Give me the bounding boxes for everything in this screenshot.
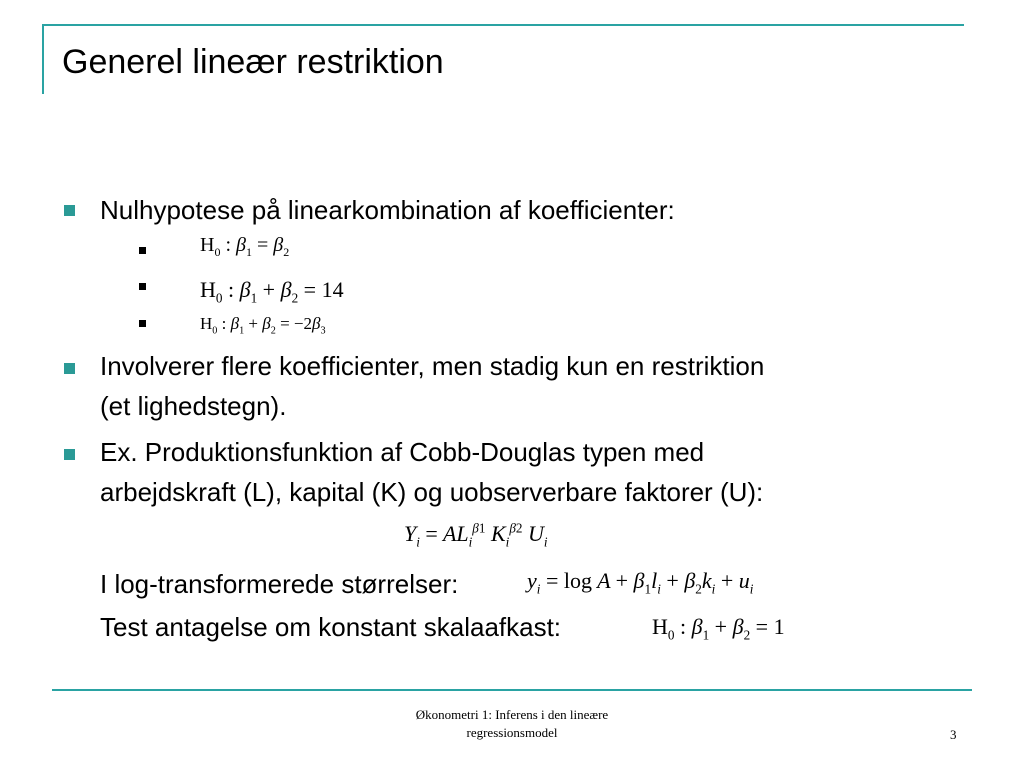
bullet-3-line-2: arbejdskraft (L), kapital (K) og uobserverbare faktorer (U):: [100, 477, 764, 507]
footer-line-2: regressionsmodel: [466, 725, 558, 740]
log-transform-label: I log-transformerede størrelser:: [100, 569, 459, 599]
sub-bullet-square-1: [139, 247, 146, 254]
page-number: 3: [950, 727, 957, 742]
footer-divider: [52, 689, 972, 691]
sub-bullet-square-2: [139, 283, 146, 290]
bullet-2-line-2: (et lighedstegn).: [100, 391, 287, 421]
sub-bullet-square-3: [139, 320, 146, 327]
title-frame-top-line: [42, 24, 964, 26]
bullet-square-1: [64, 205, 75, 216]
equation-h0-b1-eq-b2: $H_0$ : $\beta_1 = \beta_2$: [200, 234, 290, 259]
test-label: Test antagelse om konstant skalaafkast:: [100, 612, 562, 642]
footer-text: [300, 706, 724, 742]
bullet-1-text: Nulhypotese på linearkombination af koefficienter:: [100, 195, 675, 225]
bullet-square-2: [64, 363, 75, 374]
equation-h0-sum-14: $H_0$ : $\beta_1 + \beta_2 = 14$: [200, 277, 344, 306]
equation-cobb-douglas: $Y_i = AL_i^{\beta 1}$ $K_i^{\beta 2}$ $U_i$: [404, 520, 548, 550]
bullet-square-3: [64, 449, 75, 460]
bullet-3-line-1: Ex. Produktionsfunktion af Cobb-Douglas typen med: [100, 437, 705, 467]
title-frame-left-line: [42, 24, 44, 94]
bullet-2-line-1: Involverer flere koefficienter, men stadig kun en restriktion: [100, 351, 765, 381]
equation-h0-constant-returns: $H_0$ : $\beta_1 + \beta_2 = 1$: [652, 614, 785, 643]
slide-title: Generel lineær restriktion: [62, 43, 444, 81]
equation-h0-sum-minus-2b3: $H_0$ : $\beta_1 + \beta_2 = -2\beta_3$: [200, 314, 326, 337]
equation-log-transform: $y_i = \log A + \beta_1l_i + \beta_2k_i + u_i$: [527, 568, 754, 597]
footer-line-1: Økonometri 1: Inferens i den lineære: [415, 707, 609, 722]
